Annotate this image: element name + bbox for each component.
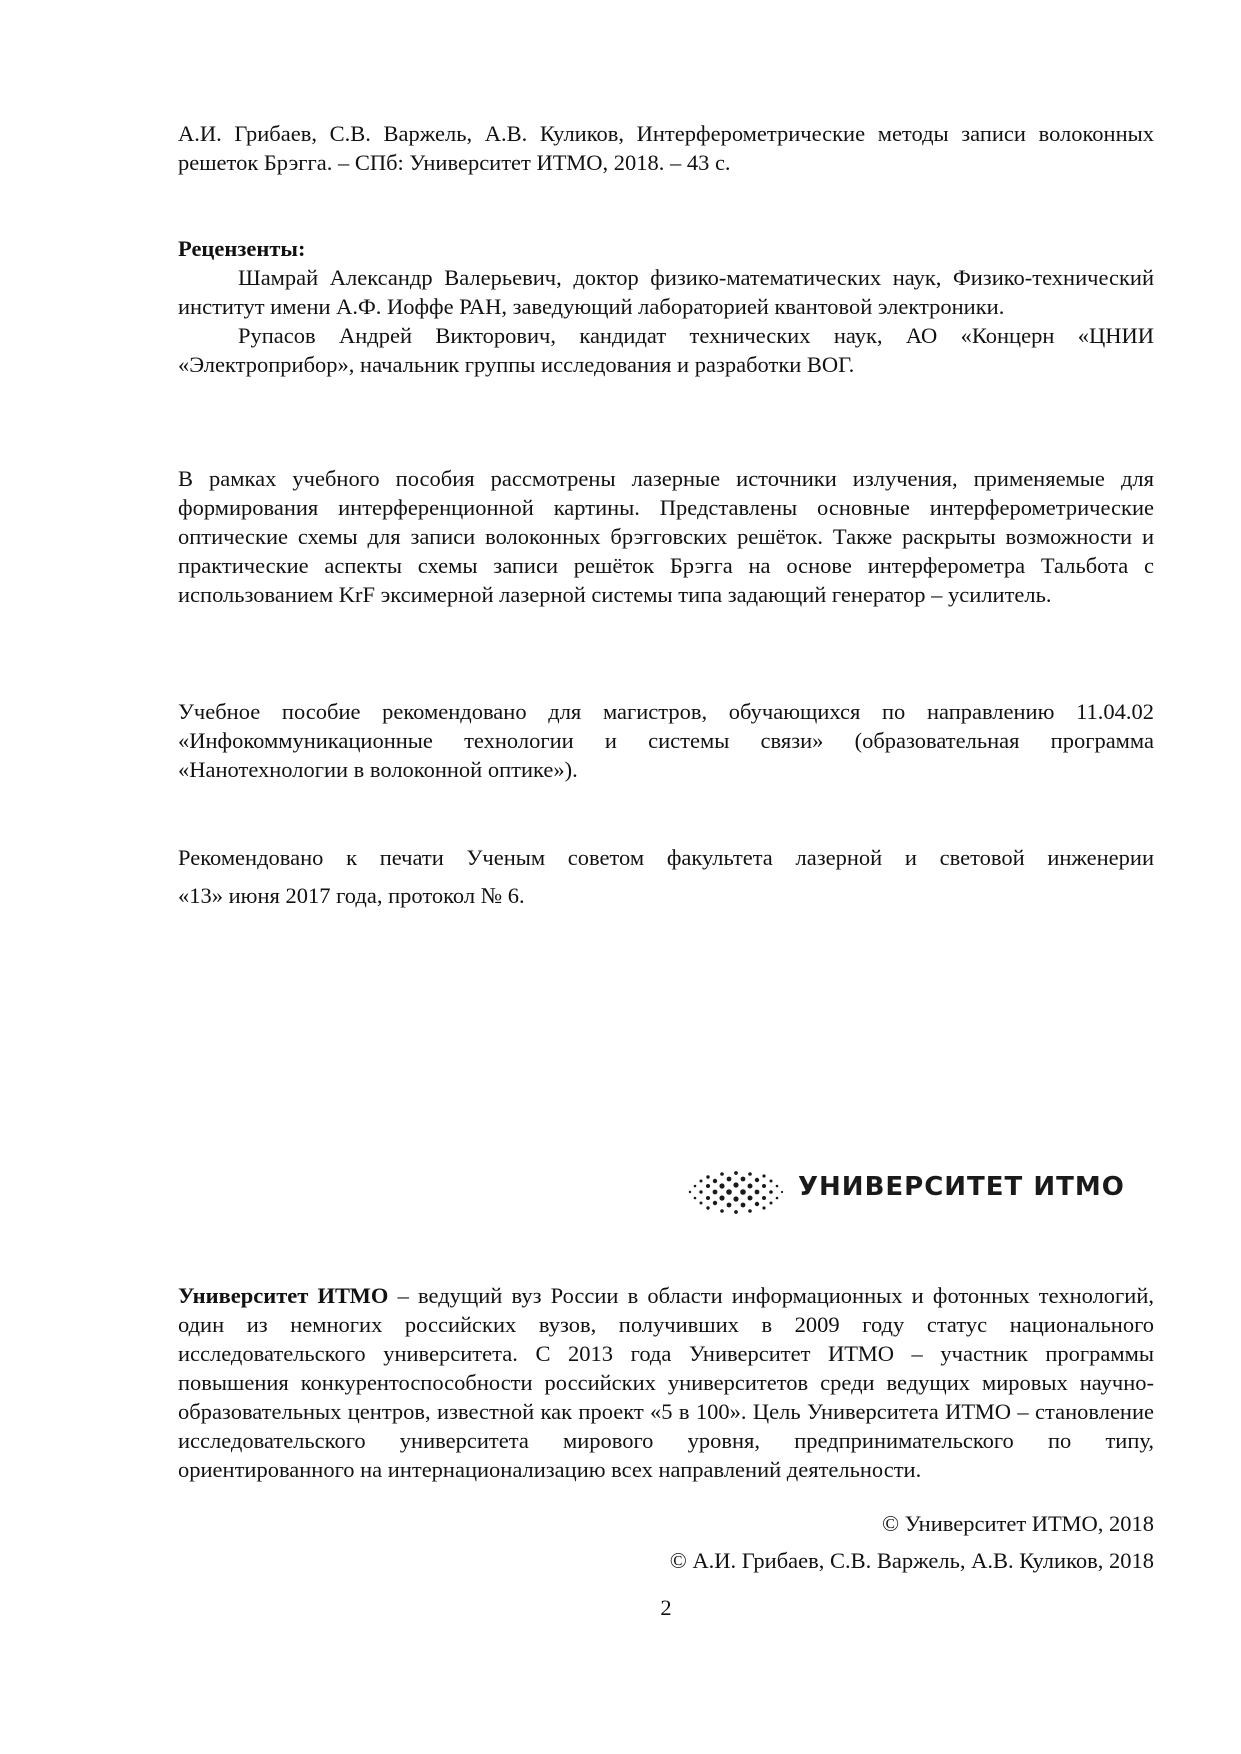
reviewer-item: Шамрай Александр Валерьевич, доктор физико-математических наук, Физико-технический институт имени А.Ф. Иоффе РАН, заведующий лабораторией квантовой электроники.: [178, 265, 1154, 319]
itmo-logo: [686, 1168, 1126, 1218]
logo-text: УНИВЕРСИТЕТ ИТМО: [798, 1172, 1125, 1202]
reviewers-heading: Рецензенты:: [178, 236, 306, 261]
reviewer-item: Рупасов Андрей Викторович, кандидат технических наук, АО «Концерн «ЦНИИ «Электроприбор», начальник группы исследования и разработки ВОГ.: [178, 323, 1154, 377]
recommendation-paragraph: Учебное пособие рекомендовано для магистров, обучающихся по направлению 11.04.02 «Инфокоммуникационные технологии и системы связи» (образовательная программа «Нанотехнологии в волоконной оптике»).: [178, 699, 1154, 782]
reviewers-section: [178, 234, 1154, 379]
page-number: 2: [660, 1595, 672, 1620]
university-name: Университет ИТМО: [178, 1283, 389, 1308]
copyright-line: © Университет ИТМО, 2018: [882, 1511, 1154, 1536]
university-paragraph: [178, 1281, 1154, 1484]
approval-line: «13» июня 2017 года, протокол № 6.: [178, 883, 525, 908]
university-text: – ведущий вуз России в области информационных и фотонных технологий, один из немногих российских вузов, получивших в 2009 году статус национального исследовательского университета. С 2013 года Университет ИТМО – участник программы повышения конкурентоспособности российских университетов среди ведущих мировых научно-образовательных центров, известной как проект «5 в 100». Цель Университета ИТМО – становление исследовательского университета мирового уровня, предпринимательского по типу, ориентированного на интернационализацию всех направлений деятельности.: [178, 1283, 1154, 1482]
citation: А.И. Грибаев, С.В. Варжель, А.В. Куликов, Интерферометрические методы записи волоконных решеток Брэгга. – СПб: Университет ИТМО, 2018. – 43 с.: [178, 121, 1154, 175]
approval-line: Рекомендовано к печати Ученым советом факультета лазерной и световой инженерии: [178, 845, 1154, 870]
copyright-line: © А.И. Грибаев, С.В. Варжель, А.В. Куликов, 2018: [669, 1548, 1154, 1573]
approval-paragraph: [178, 843, 1154, 910]
itmo-dots-icon: [686, 1168, 786, 1218]
abstract-paragraph: В рамках учебного пособия рассмотрены лазерные источники излучения, применяемые для формирования интерференционной картины. Представлены основные интерферометрические оптические схемы для записи волоконных брэгговских решёток. Также раскрыты возможности и практические аспекты схемы записи решёток Брэгга на основе интерферометра Тальбота с использованием KrF эксимерной лазерной системы типа задающий генератор – усилитель.: [178, 466, 1154, 607]
document-page: [178, 0, 1154, 1754]
